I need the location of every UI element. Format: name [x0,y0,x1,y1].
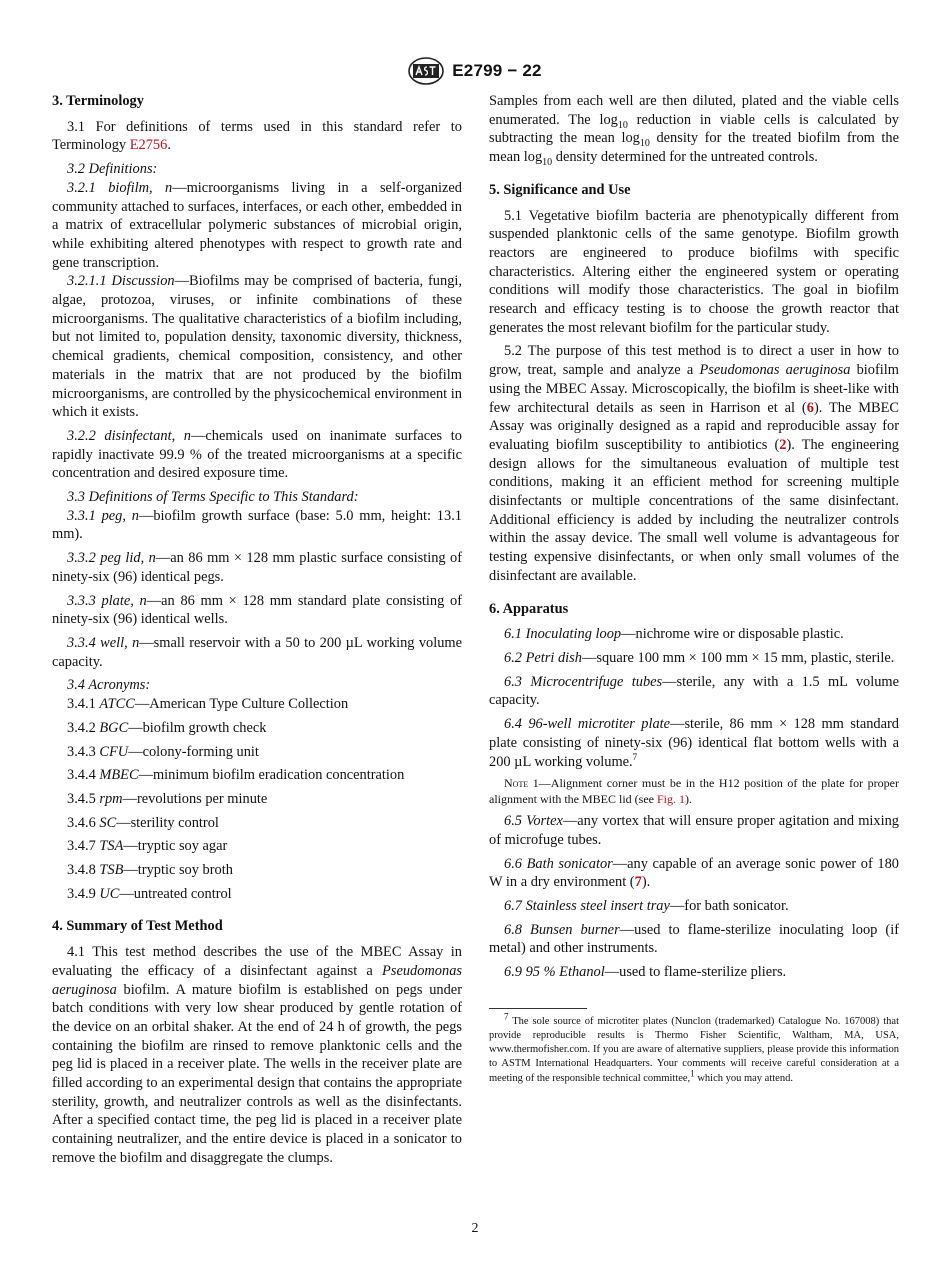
list-item: 3.4.5 rpm—revolutions per minute [67,790,268,807]
paragraph-6-4: 6.4 96-well microtiter plate—sterile, 86 mm × 128 mm standard plate consisting of ninety-six (96) identical flat bottom wells with a 200 µL working volume.$^7$ [489,716,899,770]
paragraph-5-1: 5.1 Vegetative biofilm bacteria are phenotypically different from suspended planktonic cells of the same genotype. Biofilm growth reactors are engineered to produce biofilms with specific characteristics. Altering either the engineered system or operating conditions will modify those characteristics. The goal in biofilm research and efficacy testing is to choose the growth reactor that generates the most relevant biofilm for the particular study. [489,207,899,336]
reference-link-7[interactable]: 7 [634,874,642,891]
astm-logo-icon [408,57,444,85]
paragraph-5-2: 5.2 The purpose of this test method is to direct a user in how to grow, treat, sample and analyze a Pseudomonas aeruginosa biofilm using the MBEC Assay. Microscopically, the biofilm is sheet-like with few architectural details as seen in Harrison et al (6). The MBEC Assay was originally designed as a rapid and reproducible assay for evaluating biofilm susceptibility to antibiotics (2). The engineering design allows for the simultaneous evaluation of multiple test conditions, making it an efficient method for screening multiple disinfectants or multiple concentrations of the same disinfectant. Additional efficiency is added by including the neutralizer controls within the assay device. The small well volume is advantageous for testing expensive disinfectants, or when only small volumes of the disinfectant are available. [489,343,900,584]
paragraph-6-9: 6.9 95 % Ethanol—used to flame-sterilize pliers. [504,964,787,981]
page-number: 2 [471,1221,479,1236]
list-item: 3.4.3 CFU—colony-forming unit [67,743,259,760]
paragraph-6-5: 6.5 Vortex—any vortex that will ensure proper agitation and mixing of microfuge tubes. [489,813,899,848]
list-item: 3.4.1 ATCC—American Type Culture Collection [67,696,349,713]
list-item: 3.4.6 SC—sterility control [67,814,219,831]
paragraph-4-1-continued: Samples from each well are then diluted, plated and the viable cells enumerated. The $\log_{10}$ reduction in viable cells is calculated by subtracting the mean $\log_{10}$ density for the treated biofilm from the mean $\log_{10}$ density determined for the untreated controls. [489,93,899,168]
figure-link-1[interactable]: Fig. 1 [656,791,685,806]
list-item: 3.4.7 TSA—tryptic soy agar [67,838,228,855]
document-designation: E2799 − 22 [452,61,542,80]
paragraph-3-2-1-1: 3.2.1.1 Discussion—Biofilms may be comprised of bacteria, fungi, algae, protozoa, viruses, or infinite combinations of these microorganisms. The qualitative characteristics of a biofilm including, but not limited to, population density, taxonomic diversity, thickness, chemical gradients, chemical composition, consistency, and other materials in the matrix that are not produced by the biofilm microorganisms, are controlled by the physicochemical environment in which it exists. [52,273,462,421]
page-header [0,56,950,86]
paragraph-3-2: 3.2 Definitions: [67,161,158,178]
footnote-divider [489,1008,587,1009]
list-item: 3.4.8 TSB—tryptic soy broth [67,862,233,879]
right-column [489,92,899,1086]
paragraph-3-3-2: 3.3.2 peg lid, n—an 86 mm × 128 mm plastic surface consisting of ninety-six (96) identical pegs. [52,550,462,585]
footnote-7: $^7$ The sole source of microtiter plates (Nunclon (trademarked) Catalogue No. 167008) that provide reproducible results is Thermo Fisher Scientific, Waltham, MA, USA, www.thermofisher.com. If you are aware of alternative suppliers, please provide this information to ASTM International Headquarters. Your comments will receive careful consideration at a meeting of the responsible technical committee,$^1$ which you may attend. [489,1011,899,1084]
paragraph-3-1: 3.1 For definitions of terms used in this standard refer to Terminology E2756. [52,118,462,154]
paragraph-6-8: 6.8 Bunsen burner—used to flame-sterilize inoculating loop (if metal) and other instruments. [489,921,899,957]
paragraph-6-7: 6.7 Stainless steel insert tray—for bath sonicator. [504,898,789,915]
note-1: Note 1—Alignment corner must be in the H12 position of the plate for proper alignment with the MBEC lid (see Fig. 1). [489,776,899,806]
paragraph-6-3: 6.3 Microcentrifuge tubes—sterile, any with a 1.5 mL volume capacity. [489,673,899,709]
left-column [52,92,462,1168]
list-item: 3.4.9 UC—untreated control [67,885,232,902]
reference-link-2[interactable]: 2 [779,436,787,453]
list-item: 3.4.4 MBEC—minimum biofilm eradication concentration [67,767,405,784]
section-heading-terminology: 3. Terminology [52,93,144,109]
paragraph-3-2-2: 3.2.2 disinfectant, n—chemicals used on inanimate surfaces to rapidly inactivate 99.9 % of the treated microorganisms at a specific concentration and desired exposure time. [52,427,462,482]
paragraph-6-6: 6.6 Bath sonicator—any capable of an average sonic power of 180 W in a dry environment (7). [489,855,899,891]
section-heading-summary: 4. Summary of Test Method [52,918,223,935]
paragraph-6-1: 6.1 Inoculating loop—nichrome wire or disposable plastic. [504,626,844,643]
section-heading-apparatus: 6. Apparatus [489,600,569,617]
reference-link-6[interactable]: 6 [806,399,814,416]
paragraph-3-2-1: 3.2.1 biofilm, n—microorganisms living in a self-organized community attached to surfaces, interfaces, or each other, embedded in a matrix of extracellular polymeric substances of microbial origin, while exhibiting altered phenotypes with respect to growth rate and gene transcription. [52,179,463,271]
acronym-list [52,695,462,903]
paragraph-3-4: 3.4 Acronyms: [67,677,151,694]
paragraph-3-3-3: 3.3.3 plate, n—an 86 mm × 128 mm standard plate consisting of ninety-six (96) identical wells. [52,592,462,628]
section-heading-significance: 5. Significance and Use [489,181,631,198]
paragraph-3-3-1: 3.3.1 peg, n—biofilm growth surface (base: 5.0 mm, height: 13.1 mm). [52,507,462,543]
paragraph-4-1: 4.1 This test method describes the use of the MBEC Assay in evaluating the efficacy of a disinfectant against a Pseudomonas aeruginosa biofilm. A mature biofilm is established on pegs under batch conditions with very low shear produced by gentle rotation of the device on an orbital shaker. At the end of 24 h of growth, the pegs containing the biofilm are rinsed to remove planktonic cells and the peg lid is placed in a receiver plate. The wells in the receiver plate are filled according to an experimental design that contains the appropriate sterility, growth, and neutralizer controls as well as the disinfectants. After a specified contact time, the peg lid is placed in a receiver plate containing neutralizer, and the entire device is placed in a sonicator to remove the biofilm and disaggregate the clumps. [52,944,462,1166]
list-item: 3.4.2 BGC—biofilm growth check [67,719,267,736]
link-e2756[interactable]: E2756 [129,137,168,154]
paragraph-6-2: 6.2 Petri dish—square 100 mm × 100 mm × 15 mm, plastic, sterile. [504,649,895,666]
paragraph-3-3: 3.3 Definitions of Terms Specific to This Standard: [67,489,359,506]
paragraph-3-3-4: 3.3.4 well, n—small reservoir with a 50 to 200 µL working volume capacity. [52,634,463,670]
